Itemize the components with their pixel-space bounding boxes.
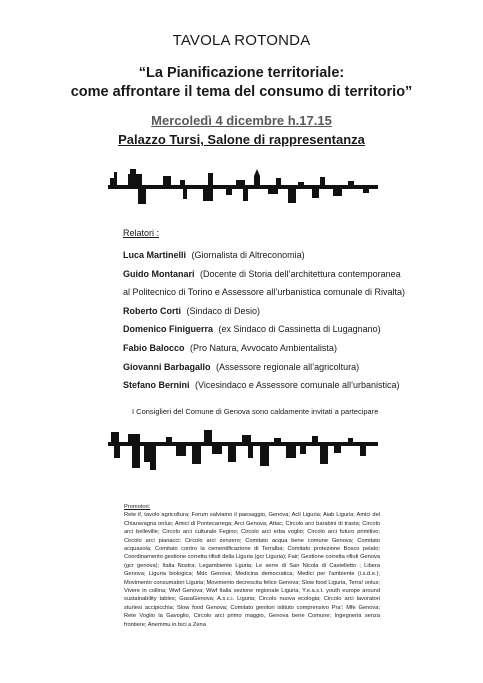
speaker-role: (Assessore regionale all’agricoltura) — [216, 361, 360, 372]
speaker-name: Giovanni Barbagallo — [123, 361, 211, 372]
event-date: Mercoledì 4 dicembre h.17.15 — [151, 113, 332, 128]
speaker-role: (Sindaco di Desio) — [186, 305, 261, 316]
speaker-role: (ex Sindaco di Cassinetta di Lugagnano) — [218, 324, 381, 335]
event-type-title: TAVOLA ROTONDA — [172, 32, 311, 49]
event-subtitle — [0, 64, 483, 102]
speaker-entry — [123, 323, 463, 342]
speaker-role: (Giornalista di Altreconomia) — [191, 250, 305, 260]
invitation-note: I Consiglieri del Comune di Genova sono caldamente invitati a partecipare — [132, 407, 379, 416]
speaker-name: Fabio Balocco — [123, 342, 185, 353]
speaker-entry — [123, 268, 463, 287]
subtitle-line-2: come affrontare il tema del consumo di territorio” — [70, 84, 413, 100]
speaker-role: (Docente di Storia dell’architettura contemporanea — [200, 268, 401, 279]
promoters-list: Rete if, tavolo agricoltura; Forum salviamo il paesaggio, Genova; Acli Liguria; Aiab Liguria; Amici del Chiaravagna onlus; Amici di Pontecarrega; Arci Genova; Attac; Circolo arci barabini di trasta; Circolo arci belleville; Circolo arci culturale Fegino; Circolo arci erba voglio; Circolo arci futuro primitivo; Circolo arci pianacci; Circolo arci zenzero; Comitato acqua bene comune Genova; Comitato acquasola; Comitato contro la cementificazione di Terralba; Comitato protezione Bosco pelato; Coordinamento gestione corretta rifiuti della Liguria (gcr Liguria); Fair; Gestione corretta rifiuti Genova (gcr genova); Italia Nostra; Legambiente Lguria; Le serre di San Nicola di Castelletto ; Libera Genova; Liguria biologica; Mdc Genova; Medicina democratica; Medici per l’ambiente (i.s.d.e.); Movimento consumatori Liguria; Movimento decrescita felice Genova; Slow food Liguria, Terra! onlus; Vivere in collina; Wwf Genova; Wwf Italia sezione regionale Liguria; Y.e.a.s.t. youth europe around sustainability tables; GasaGenova; A.s.c.i. Liguria; Circolo nuova ecologia; Circolo arci lavoratori sturlesi accipicchia; Slow food Genova; Comitato genitori istituto comprensivo Pra’; Mfe Genova; Rete Voglio la Gavoglio, Circolo arci primo maggio, Genova bene Comune; Ingegneria senza frontiere; Anemmu in bici a Zena — [124, 512, 380, 628]
speaker-name: Guido Montanari — [123, 268, 195, 279]
speaker-name: Roberto Corti — [123, 305, 181, 316]
speaker-entry — [123, 305, 463, 324]
speakers-heading: Relatori : — [123, 228, 160, 238]
speaker-name: Domenico Finiguerra — [123, 324, 214, 335]
speaker-entry — [123, 379, 463, 398]
speaker-role-continuation: al Politecnico di Torino e Assessore all’urbanistica comunale di Rivalta) — [123, 287, 405, 298]
speaker-role: (Vicesindaco e Assessore comunale all’urbanistica) — [195, 380, 400, 391]
promoters-heading: Promotori: — [124, 504, 151, 510]
speaker-entry — [123, 361, 463, 380]
event-venue: Palazzo Tursi, Salone di rappresentanza — [118, 132, 365, 147]
speaker-entry — [123, 342, 463, 361]
subtitle-line-1: “La Pianificazione territoriale: — [138, 65, 345, 81]
speaker-name: Luca Martinelli — [123, 250, 187, 260]
speaker-name: Stefano Bernini — [123, 380, 190, 391]
skyline-top-graphic — [108, 160, 378, 210]
skyline-bottom-graphic — [108, 428, 378, 478]
speaker-role: (Pro Natura, Avvocato Ambientalista) — [190, 342, 337, 353]
speaker-entry — [123, 249, 463, 268]
speakers-section — [123, 228, 463, 398]
promoters-section — [124, 503, 380, 629]
